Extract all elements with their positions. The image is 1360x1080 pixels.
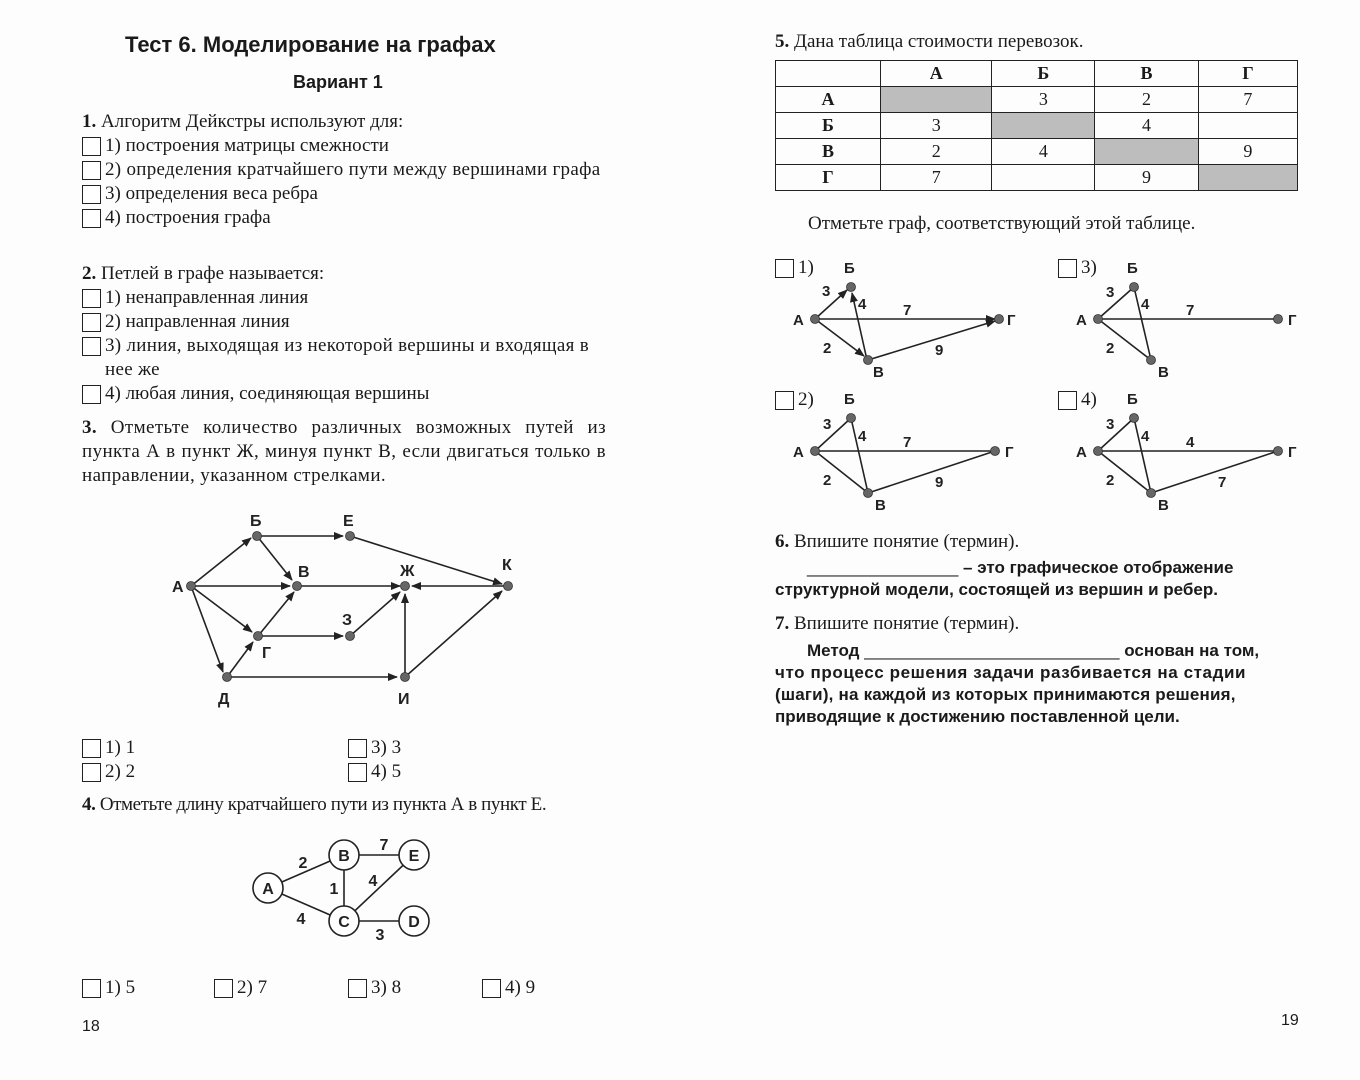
cost-table [775,60,1298,191]
svg-text:Г: Г [262,645,272,662]
svg-text:Г: Г [1288,444,1297,461]
question-number: 1. [82,111,97,132]
question-number: 3. [82,417,98,438]
option-4[interactable]: 4) любая линия, соединяющая вершины [82,382,612,406]
option-3[interactable]: 3) линия, выходящая из некоторой вершины и входящая в нее же [82,334,612,382]
svg-text:D: D [408,914,420,931]
q5-graph-option-2 [785,385,1035,515]
q5-graph-option-4 [1068,385,1318,515]
question-3 [82,416,606,488]
table-row: В 2 4 9 [776,139,1298,165]
svg-text:2: 2 [823,340,832,357]
node-A [187,582,196,591]
svg-text:Г: Г [1007,312,1016,329]
checkbox[interactable] [82,209,101,228]
option-4[interactable]: 4) построения графа [82,206,612,230]
question-number: 5. [775,31,790,52]
question-number: 6. [775,531,790,552]
svg-text:4: 4 [858,296,867,313]
option-2[interactable]: 2) 7 [214,976,267,1000]
svg-text:3: 3 [823,416,832,433]
option-1[interactable]: 1) ненаправленная линия [82,286,612,310]
question-number: 7. [775,613,790,634]
svg-text:К: К [502,557,512,574]
option-1[interactable]: 1) построения матрицы смежности [82,134,612,158]
table-row: Б 3 4 [776,113,1298,139]
node-V [293,582,302,591]
directed-graph-q3 [160,500,530,720]
svg-text:C: C [338,914,350,931]
svg-text:3: 3 [822,283,831,300]
svg-text:7: 7 [1186,302,1195,319]
svg-text:4: 4 [1186,434,1195,451]
svg-text:4: 4 [858,428,867,445]
question-6-body: ________________ – это графическое отображение структурной модели, состоящей из вершин и ребер. [775,558,1234,599]
q5-option-1[interactable]: 1) [775,256,814,280]
svg-text:7: 7 [903,302,912,319]
variant-title: Вариант 1 [293,72,383,92]
svg-text:Д: Д [218,691,230,708]
q5-graph-option-3 [1068,255,1318,380]
checkbox[interactable] [82,289,101,308]
checkbox[interactable] [482,979,501,998]
question-text: Впишите понятие (термин). [794,613,1020,634]
question-3-options-col2 [348,736,401,784]
checkbox[interactable] [82,313,101,332]
svg-text:В: В [1158,364,1169,380]
svg-text:В: В [298,564,310,581]
page-number-left: 18 [82,1018,100,1035]
svg-text:А: А [1076,444,1087,461]
question-text: Алгоритм Дейкстры используют для: [101,111,404,132]
question-text: Отметьте количество различных возможных путей из пункта А в пункт Ж, минуя пункт В, если двигаться только в направлении, указанном стрелками. [82,417,606,486]
question-number: 2. [82,263,97,284]
checkbox[interactable] [214,979,233,998]
svg-text:B: B [338,848,350,865]
checkbox[interactable] [82,337,101,356]
option-3[interactable]: 3) 8 [348,976,401,1000]
node-D [223,673,232,682]
checkbox[interactable] [82,161,101,180]
option-1[interactable]: 1) 5 [82,976,135,1000]
svg-text:1: 1 [329,881,339,898]
table-row: Г 7 9 [776,165,1298,191]
page-title: Тест 6. Моделирование на графах [125,32,496,57]
svg-text:Б: Б [1127,391,1138,408]
option-3[interactable]: 3) определения веса ребра [82,182,612,206]
question-text: Дана таблица стоимости перевозок. [794,31,1084,52]
checkbox[interactable] [82,385,101,404]
svg-text:З: З [342,612,353,629]
q5-option-4[interactable]: 4) [1058,388,1097,412]
question-text: Петлей в графе называется: [101,263,325,284]
option-2[interactable]: 2) определения кратчайшего пути между вершинами графа [82,158,612,182]
question-text: Впишите понятие (термин). [794,531,1020,552]
svg-text:9: 9 [935,474,944,491]
svg-text:A: A [262,881,274,898]
svg-text:В: В [873,364,884,380]
option-2[interactable]: 2) направленная линия [82,310,612,334]
q5-graph-option-1 [785,255,1035,380]
node-Zh [401,582,410,591]
svg-text:А: А [1076,312,1087,329]
answer-blank[interactable]: ________________ [807,558,959,577]
node-G [254,632,263,641]
svg-text:2: 2 [823,472,832,489]
svg-text:4: 4 [368,873,378,890]
svg-text:3: 3 [375,927,385,944]
checkbox[interactable] [348,763,367,782]
svg-text:А: А [793,312,804,329]
checkbox[interactable] [82,185,101,204]
question-text: Отметьте длину кратчайшего пути из пункта А в пункт Е. [99,794,547,815]
question-5 [775,30,1083,54]
svg-text:4: 4 [296,911,306,928]
svg-text:Ж: Ж [400,563,415,580]
checkbox[interactable] [82,739,101,758]
node-B [253,532,262,541]
option-4[interactable]: 4) 5 [348,760,401,784]
node-K [504,582,513,591]
checkbox[interactable] [348,739,367,758]
svg-text:В: В [1158,497,1169,514]
svg-text:Б: Б [1127,260,1138,277]
checkbox[interactable] [348,979,367,998]
checkbox[interactable] [82,763,101,782]
question-1 [82,110,612,230]
checkbox[interactable] [82,137,101,156]
svg-text:9: 9 [935,342,944,359]
question-7 [775,612,1019,636]
svg-text:7: 7 [903,434,912,451]
option-3[interactable]: 3) 3 [348,736,401,760]
svg-text:2: 2 [1106,472,1115,489]
svg-text:И: И [398,691,410,708]
svg-text:В: В [875,497,886,514]
q5-option-2[interactable]: 2) [775,388,814,412]
svg-text:4: 4 [1141,296,1150,313]
question-6 [775,530,1019,554]
weighted-graph-q4 [240,830,450,950]
option-1[interactable]: 1) 1 [82,736,135,760]
question-4 [82,793,546,817]
svg-text:7: 7 [1218,474,1227,491]
q5-option-3[interactable]: 3) [1058,256,1097,280]
table-row: А 3 2 7 [776,87,1298,113]
svg-text:E: E [408,848,420,865]
svg-text:Б: Б [844,260,855,277]
checkbox[interactable] [82,979,101,998]
option-2[interactable]: 2) 2 [82,760,135,784]
svg-text:А: А [793,444,804,461]
svg-text:3: 3 [1106,284,1115,301]
svg-text:2: 2 [1106,340,1115,357]
question-number: 4. [82,794,96,815]
svg-text:3: 3 [1106,416,1115,433]
svg-text:4: 4 [1141,428,1150,445]
svg-text:7: 7 [379,837,389,854]
answer-blank[interactable]: ___________________________ [864,641,1120,660]
svg-text:Е: Е [343,513,354,530]
svg-text:Б: Б [844,391,855,408]
svg-text:Г: Г [1005,444,1014,461]
node-E [346,532,355,541]
q5-instruction: Отметьте граф, соответствующий этой таблице. [808,213,1196,234]
table-header-row: А Б В Г [776,61,1298,87]
question-2 [82,262,612,406]
node-Z [346,632,355,641]
svg-text:Б: Б [250,513,262,530]
question-3-options-col1 [82,736,135,784]
page-number-right: 19 [1281,1012,1299,1029]
question-7-body: Метод ___________________________ основан на том, что процесс решения задачи разбивается на стадии (шаги), на каждой из которых принимаются решения, приводящие к достижению поставленной цели. [775,641,1260,726]
svg-text:А: А [172,579,184,596]
option-4[interactable]: 4) 9 [482,976,535,1000]
svg-text:2: 2 [298,855,308,872]
svg-text:Г: Г [1288,312,1297,329]
node-I [401,673,410,682]
